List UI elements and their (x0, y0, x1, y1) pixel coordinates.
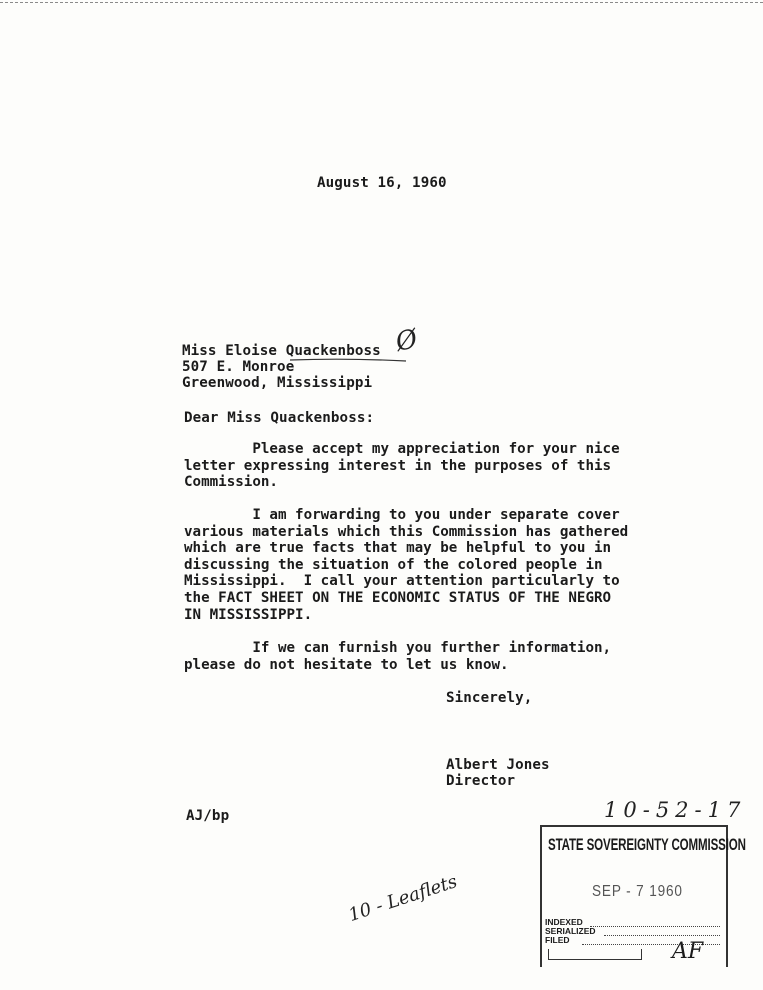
paragraph-line: the FACT SHEET ON THE ECONOMIC STATUS OF THE NEGRO (184, 589, 612, 606)
paragraph-line: please do not hesitate to let us know. (184, 656, 509, 673)
stamp-initials: AF (672, 939, 704, 964)
recipient-city: Greenwood, Mississippi (182, 375, 373, 391)
stamp-title: STATE SOVEREIGNTY COMMISSION (548, 835, 746, 854)
paragraph-line: Commission. (184, 474, 278, 491)
paragraph-line: letter expressing interest in the purposes of this (184, 457, 612, 474)
stamp-date: SEP - 7 1960 (592, 883, 683, 900)
page-top-edge (0, 2, 763, 3)
received-stamp (540, 825, 746, 967)
signer-title: Director (446, 773, 516, 789)
paragraph-line: discussing the situation of the colored people in (184, 556, 603, 573)
paragraph-1 (184, 441, 620, 491)
stamp-row-indexed: INDEXED (545, 917, 583, 927)
check-mark: Ø (393, 324, 421, 358)
paragraph-line: various materials which this Commission has gathered (184, 523, 629, 540)
reference-initials: AJ/bp (186, 808, 230, 824)
paragraph-2 (184, 507, 628, 623)
handwritten-note: 10 - Leaflets (346, 871, 460, 926)
file-number: 10-52-17 (604, 798, 747, 822)
recipient-name: Miss Eloise Quackenboss (182, 343, 381, 359)
salutation: Dear Miss Quackenboss: (184, 410, 375, 426)
closing: Sincerely, (446, 690, 533, 706)
paragraph-line: IN MISSISSIPPI. (184, 606, 313, 623)
paragraph-line: which are true facts that may be helpful to you in (184, 540, 612, 557)
recipient-underline (288, 357, 408, 363)
recipient-street: 507 E. Monroe (182, 359, 295, 375)
letter-date: August 16, 1960 (317, 175, 447, 191)
signer-name: Albert Jones (446, 757, 550, 773)
stamp-row-line (604, 935, 720, 936)
stamp-row-serialized: SERIALIZED (545, 926, 596, 936)
paragraph-line: Mississippi. I call your attention particularly to (184, 573, 620, 590)
paragraph-line: Please accept my appreciation for your nice (184, 441, 620, 457)
paragraph-line: I am forwarding to you under separate cover (184, 507, 620, 523)
stamp-row-filed: FILED (545, 935, 570, 945)
paragraph-line: If we can furnish you further information, (184, 640, 612, 656)
stamp-row-line (590, 926, 720, 927)
stamp-signature-box (548, 949, 642, 960)
paragraph-3 (184, 640, 611, 673)
